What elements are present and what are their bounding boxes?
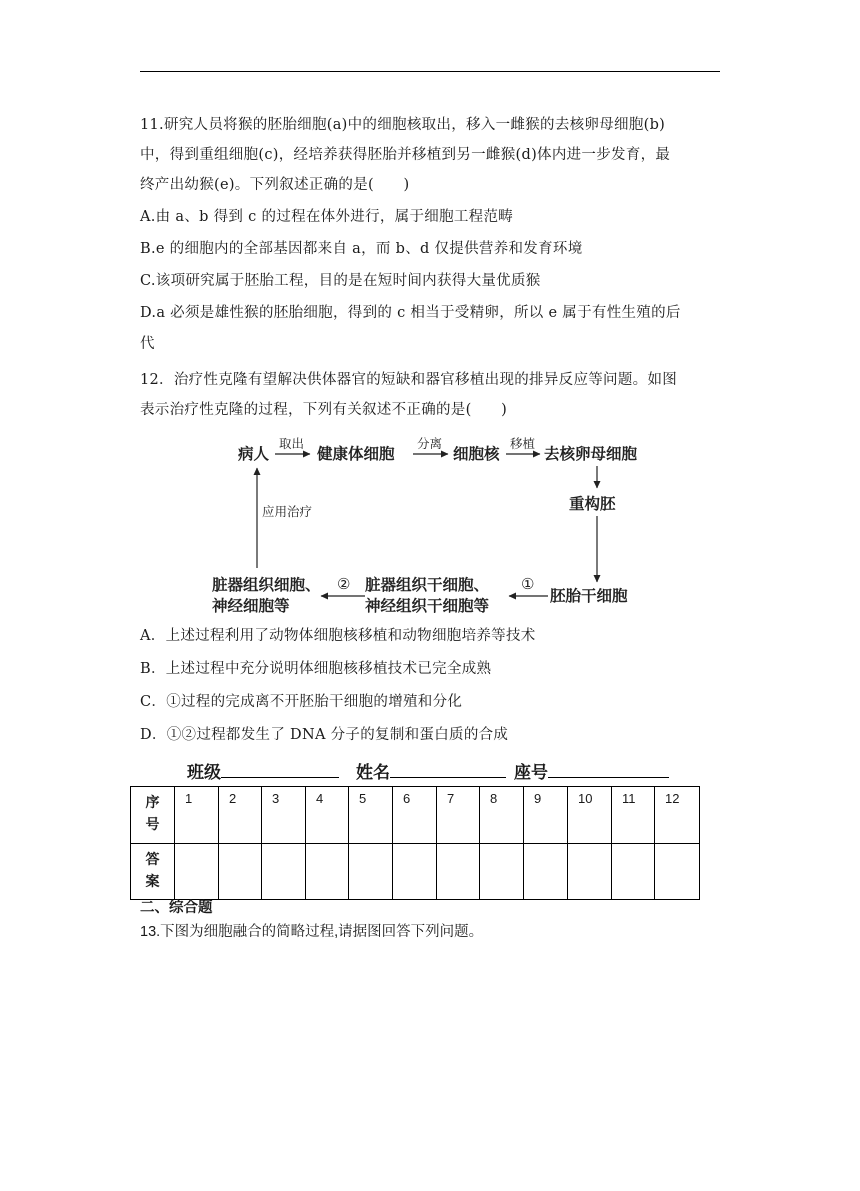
node-organ-stem-cell-line-1: 脏器组织干细胞、 xyxy=(365,575,490,594)
q11-option-a: A.由 a、b 得到 c 的过程在体外进行，属于细胞工程范畴 xyxy=(140,209,514,225)
seat-field xyxy=(514,758,669,783)
answer-cell[interactable] xyxy=(175,844,219,900)
question-number: 1 xyxy=(175,787,219,844)
q11-option-d-line-2: 代 xyxy=(140,336,155,352)
name-label: 姓名 xyxy=(356,763,390,783)
q12-option-a: A．上述过程利用了动物体细胞核移植和动物细胞培养等技术 xyxy=(140,628,536,644)
therapeutic-cloning-diagram xyxy=(200,430,660,620)
label-apply-treatment: 应用治疗 xyxy=(262,504,313,519)
header-rule xyxy=(140,71,720,72)
question-number: 8 xyxy=(480,787,524,844)
question-number: 2 xyxy=(219,787,262,844)
question-number: 4 xyxy=(306,787,349,844)
answer-cell[interactable] xyxy=(393,844,437,900)
answer-cell[interactable] xyxy=(437,844,480,900)
number-row-header: 序 号 xyxy=(131,787,175,844)
seat-blank[interactable] xyxy=(548,761,669,778)
label-take-out: 取出 xyxy=(279,436,305,451)
answer-cell[interactable] xyxy=(524,844,568,900)
question-number: 6 xyxy=(393,787,437,844)
q12-option-d: D．①②过程都发生了 DNA 分子的复制和蛋白质的合成 xyxy=(140,727,509,743)
node-organ-stem-cell-line-2: 神经组织干细胞等 xyxy=(365,596,490,615)
label-transplant: 移植 xyxy=(510,436,536,451)
question-number: 3 xyxy=(262,787,306,844)
class-field xyxy=(187,758,339,783)
answer-cell[interactable] xyxy=(655,844,700,900)
answer-table xyxy=(130,786,700,900)
question-number: 10 xyxy=(568,787,612,844)
class-blank[interactable] xyxy=(221,761,339,778)
answer-cell[interactable] xyxy=(568,844,612,900)
label-step-2: ② xyxy=(337,575,351,593)
q11-option-d-line-1: D.a 必须是雄性猴的胚胎细胞，得到的 c 相当于受精卵，所以 e 属于有性生殖的后 xyxy=(140,305,681,321)
node-organ-cell-line-1: 脏器组织细胞、 xyxy=(212,575,321,594)
answer-cell[interactable] xyxy=(219,844,262,900)
node-healthy-somatic-cell: 健康体细胞 xyxy=(317,444,395,463)
answer-cell[interactable] xyxy=(262,844,306,900)
node-patient: 病人 xyxy=(238,444,270,463)
label-step-1: ① xyxy=(521,575,535,593)
q13-stem: 13.下图为细胞融合的简略过程,请据图回答下列问题。 xyxy=(140,924,484,940)
q12-stem-line-1: 12．治疗性克隆有望解决供体器官的短缺和器官移植出现的排异反应等问题。如图 xyxy=(140,372,678,388)
q12-stem-line-2: 表示治疗性克隆的过程，下列有关叙述不正确的是( ) xyxy=(140,402,508,418)
question-number: 11 xyxy=(612,787,655,844)
question-number: 5 xyxy=(349,787,393,844)
node-embryonic-stem-cell: 胚胎干细胞 xyxy=(550,586,628,605)
number-row xyxy=(131,787,700,844)
answer-cell[interactable] xyxy=(612,844,655,900)
answer-cell[interactable] xyxy=(349,844,393,900)
q11-option-b: B.e 的细胞内的全部基因都来自 a，而 b、d 仅提供营养和发育环境 xyxy=(140,241,583,257)
q12-option-b: B．上述过程中充分说明体细胞核移植技术已完全成熟 xyxy=(140,661,492,677)
node-organ-cell-line-2: 神经细胞等 xyxy=(212,596,290,615)
answer-cell[interactable] xyxy=(306,844,349,900)
q11-stem-line-3: 终产出幼猴(e)。下列叙述正确的是( ) xyxy=(140,177,410,193)
node-enucleated-oocyte: 去核卵母细胞 xyxy=(544,444,638,463)
label-separate: 分离 xyxy=(417,436,443,451)
q11-stem-line-2: 中，得到重组细胞(c)，经培养获得胚胎并移植到另一雌猴(d)体内进一步发育，最 xyxy=(140,147,671,163)
answer-row xyxy=(131,844,700,900)
question-number: 9 xyxy=(524,787,568,844)
name-blank[interactable] xyxy=(390,761,506,778)
node-nucleus: 细胞核 xyxy=(453,444,500,463)
class-label: 班级 xyxy=(187,763,221,783)
answer-row-header: 答 案 xyxy=(131,844,175,900)
question-number: 7 xyxy=(437,787,480,844)
seat-label: 座号 xyxy=(514,763,548,783)
section-2-title: 二、综合题 xyxy=(140,900,213,916)
question-number: 12 xyxy=(655,787,700,844)
q11-option-c: C.该项研究属于胚胎工程，目的是在短时间内获得大量优质猴 xyxy=(140,273,541,289)
name-field xyxy=(356,758,506,783)
q11-stem-line-1: 11.研究人员将猴的胚胎细胞(a)中的细胞核取出，移入一雌猴的去核卵母细胞(b) xyxy=(140,117,666,133)
answer-cell[interactable] xyxy=(480,844,524,900)
node-reconstructed-embryo: 重构胚 xyxy=(569,494,616,513)
q12-option-c: C．①过程的完成离不开胚胎干细胞的增殖和分化 xyxy=(140,694,463,710)
